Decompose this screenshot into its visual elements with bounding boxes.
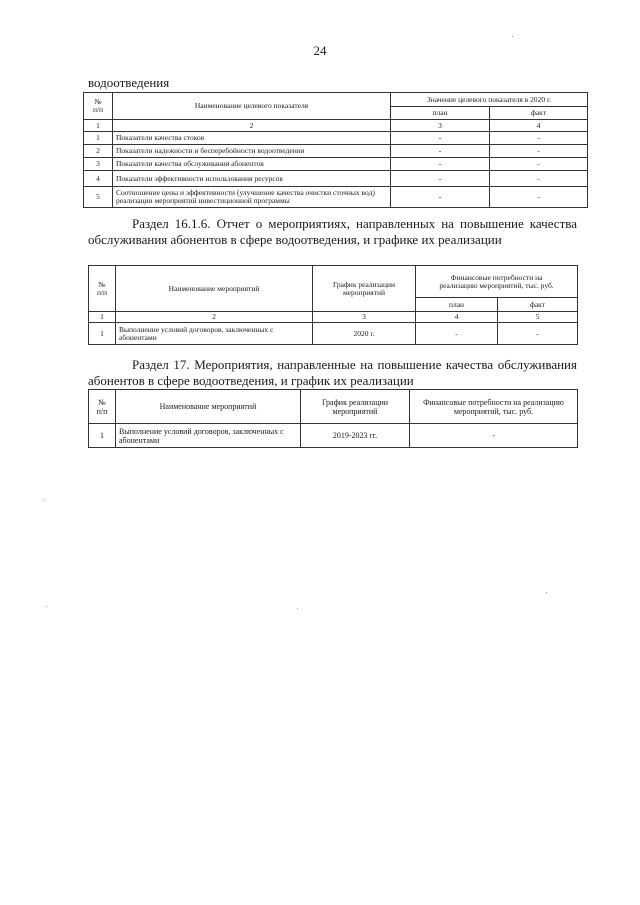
table-row — [84, 145, 588, 158]
row-plan: - — [391, 132, 490, 145]
row-indicator: Показатели качества обслуживания абонентов — [113, 158, 391, 171]
row-fact: - — [490, 145, 588, 158]
row-plan: - — [391, 187, 490, 208]
section-16-1-6-paragraph — [88, 216, 577, 248]
index-cell: 1 — [84, 120, 113, 132]
scan-speck — [546, 592, 547, 593]
index-cell: 4 — [416, 312, 498, 323]
scan-speck — [512, 36, 513, 37]
row-num: 4 — [84, 171, 113, 187]
events-report-table — [88, 265, 578, 345]
row-num: 1 — [84, 132, 113, 145]
table-row — [89, 424, 578, 448]
col-header-num: № п/п — [89, 390, 116, 424]
col-header-num: № п/п — [89, 266, 116, 312]
row-event: Выполнение условий договоров, заключенных с абонентами — [116, 424, 301, 448]
table-row — [84, 158, 588, 171]
col-header-fact: факт — [490, 107, 588, 120]
table-row — [89, 323, 578, 345]
row-indicator: Показатели эффективности использования ресурсов — [113, 171, 391, 187]
index-cell: 4 — [490, 120, 588, 132]
section-16-1-6-text: Раздел 16.1.6. Отчет о мероприятиях, направленных на повышение качества обслуживания абонентов в сфере водоотведения, и графике их реализации — [88, 216, 577, 247]
row-indicator: Показатели качества стоков — [113, 132, 391, 145]
index-cell: 5 — [498, 312, 578, 323]
section-17-paragraph — [88, 357, 577, 389]
table-index-row — [84, 120, 588, 132]
events-plan-table — [88, 389, 578, 448]
col-header-event-name: Наименование мероприятий — [116, 266, 313, 312]
index-cell: 3 — [313, 312, 416, 323]
table-row — [84, 132, 588, 145]
row-schedule: 2019-2023 гг. — [301, 424, 410, 448]
scan-speck — [44, 500, 45, 501]
row-fact: - — [498, 323, 578, 345]
row-fact: - — [490, 187, 588, 208]
row-num: 3 — [84, 158, 113, 171]
section-17-text: Раздел 17. Мероприятия, направленные на повышение качества обслуживания абонентов в сфере водоотведения, и график их реализации — [88, 357, 577, 388]
row-plan: - — [391, 158, 490, 171]
index-cell: 2 — [113, 120, 391, 132]
col-header-event-name: Наименование мероприятий — [116, 390, 301, 424]
row-fact: - — [490, 132, 588, 145]
row-finance: - — [410, 424, 578, 448]
row-num: 1 — [89, 323, 116, 345]
col-header-plan: план — [416, 298, 498, 312]
col-header-num: № п/п — [84, 93, 113, 120]
row-indicator: Показатели надежности и бесперебойности водоотведения — [113, 145, 391, 158]
table1-caption: водоотведения — [88, 75, 170, 90]
col-header-schedule: График реализации мероприятий — [313, 266, 416, 312]
index-cell: 2 — [116, 312, 313, 323]
row-indicator: Соотношение цены и эффективности (улучшение качества очистки сточных вод) реализации мероприятий инвестиционной программы — [113, 187, 391, 208]
index-cell: 3 — [391, 120, 490, 132]
row-num: 1 — [89, 424, 116, 448]
row-event: Выполнение условий договоров, заключенных с абонентами — [116, 323, 313, 345]
col-header-indicator-name: Наименование целевого показателя — [113, 93, 391, 120]
target-indicators-table — [83, 92, 588, 208]
index-cell: 1 — [89, 312, 116, 323]
row-plan: - — [416, 323, 498, 345]
table-row — [84, 187, 588, 208]
row-schedule: 2020 г. — [313, 323, 416, 345]
row-plan: - — [391, 171, 490, 187]
col-header-fact: факт — [498, 298, 578, 312]
page-number: 24 — [313, 43, 327, 58]
col-header-finance-group: Финансовые потребности на реализацию мероприятий, тыс. руб. — [416, 266, 578, 298]
col-header-finance: Финансовые потребности на реализацию мероприятий, тыс. руб. — [410, 390, 578, 424]
row-num: 2 — [84, 145, 113, 158]
row-fact: - — [490, 171, 588, 187]
row-num: 5 — [84, 187, 113, 208]
row-plan: - — [391, 145, 490, 158]
scan-speck — [46, 606, 47, 607]
row-fact: - — [490, 158, 588, 171]
col-header-schedule: График реализации мероприятий — [301, 390, 410, 424]
table-index-row — [89, 312, 578, 323]
col-header-value-group: Значение целевого показателя в 2020 г. — [391, 93, 588, 107]
table-row — [84, 171, 588, 187]
scan-speck — [297, 608, 298, 609]
col-header-plan: план — [391, 107, 490, 120]
